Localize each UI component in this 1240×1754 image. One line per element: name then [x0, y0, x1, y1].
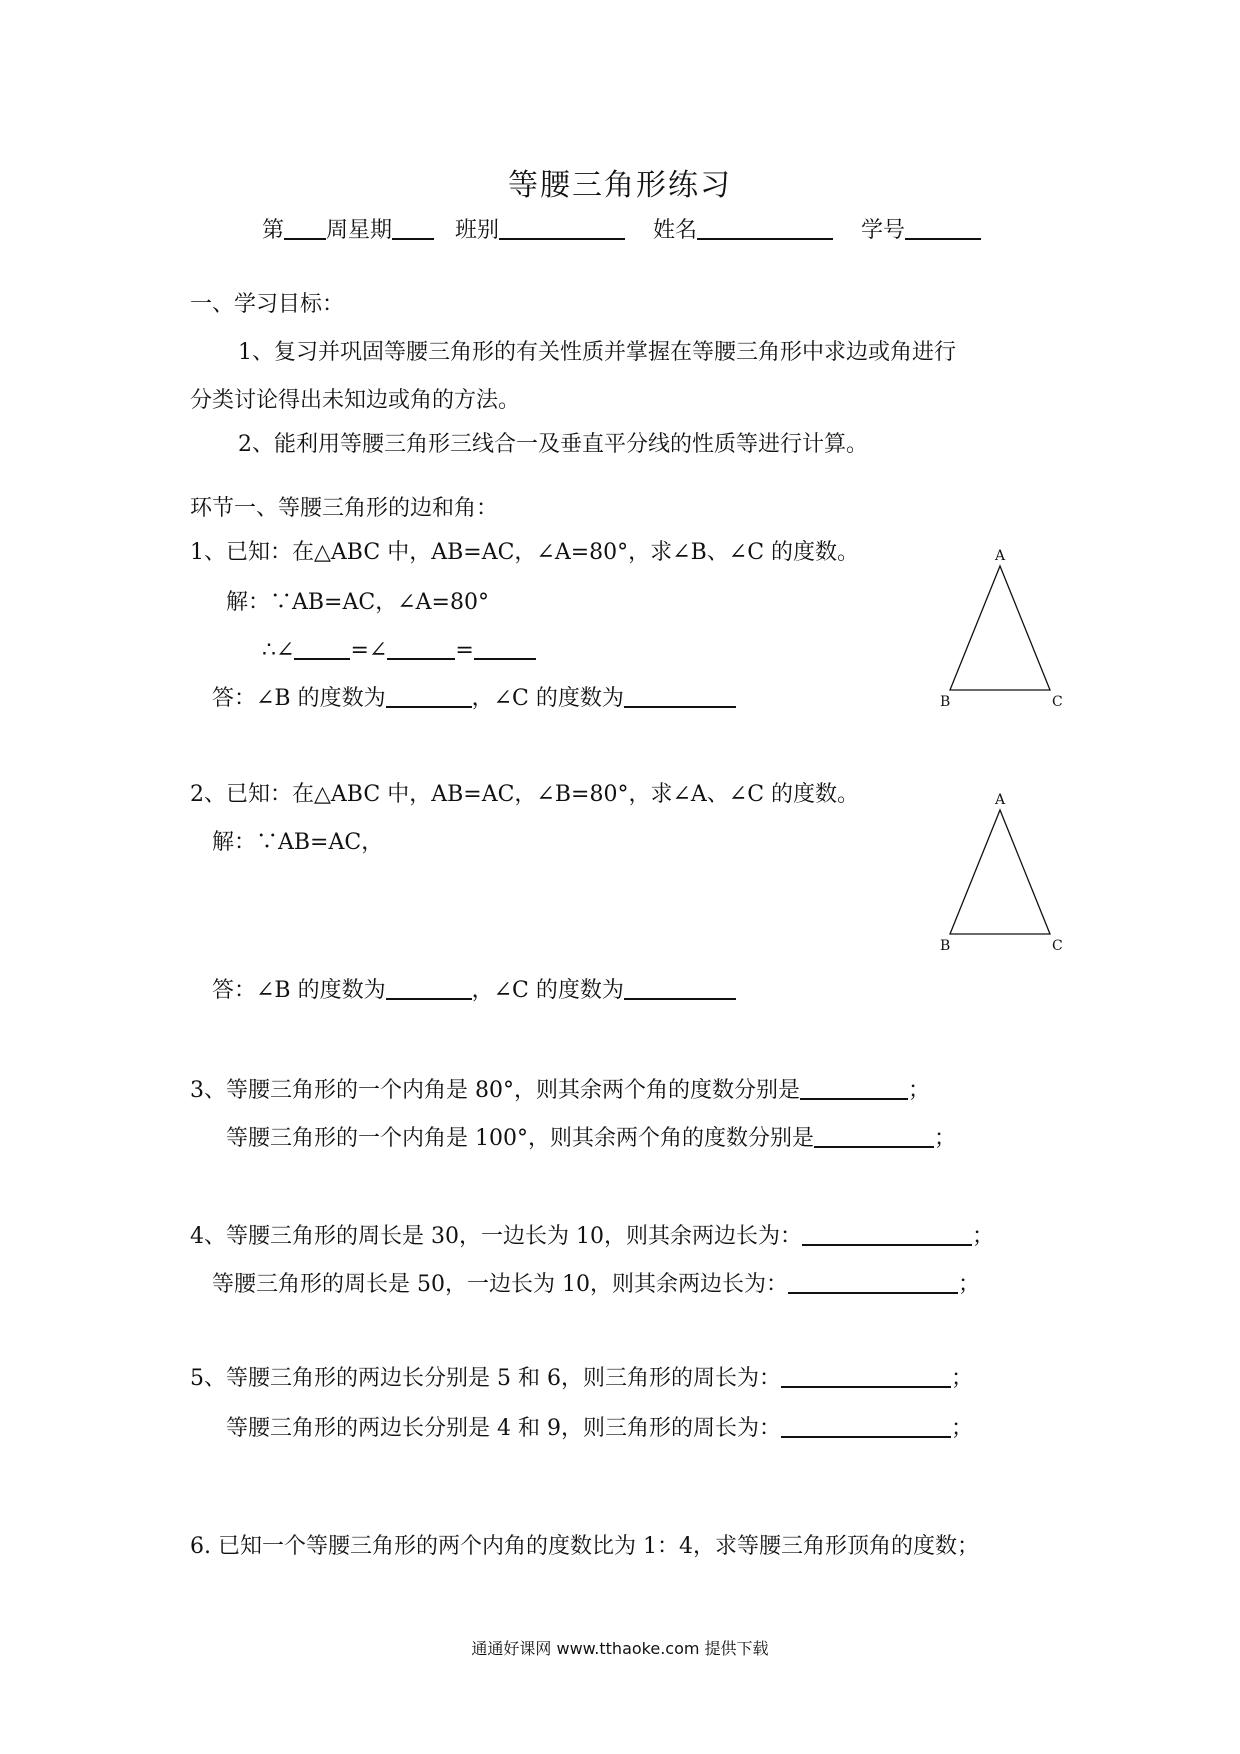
q1-answer-mid: ，∠C 的度数为 [471, 686, 624, 711]
q1-therefore-line [262, 636, 536, 666]
q1-angle-c-blank[interactable] [624, 684, 736, 708]
q5-blank-2[interactable] [781, 1414, 951, 1438]
q2-answer-mid: ，∠C 的度数为 [471, 978, 624, 1003]
q5-line-1 [190, 1364, 973, 1394]
q1-triangle-figure [930, 540, 1070, 710]
q5-line-2 [226, 1414, 973, 1444]
q2-answer-line [212, 976, 736, 1006]
q4-line-2-text: 等腰三角形的周长是 50，一边长为 10，则其余两边长为： [212, 1272, 788, 1297]
q2-angle-b-blank[interactable] [386, 976, 472, 1000]
q3-line-2-end: ； [934, 1126, 957, 1151]
q2-triangle [950, 810, 1050, 934]
name-label: 姓名 [653, 218, 698, 243]
q4-line-1-text: 4、等腰三角形的周长是 30，一边长为 10，则其余两边长为： [190, 1224, 802, 1249]
q1-answer-prefix: 答：∠B 的度数为 [212, 686, 386, 711]
q3-blank-1[interactable] [800, 1076, 908, 1100]
q4-line-2-end: ； [957, 1272, 980, 1297]
q4-line-2 [212, 1270, 980, 1300]
q3-line-2-text: 等腰三角形的一个内角是 100°，则其余两个角的度数分别是 [226, 1126, 814, 1151]
q2-vertex-a-label: A [995, 792, 1006, 808]
page-footer: 通通好课网 www.tthaoke.com 提供下载 [471, 1639, 769, 1658]
q2-question: 2、已知：在△ABC 中，AB=AC，∠B=80°，求∠A、∠C 的度数。 [190, 782, 860, 807]
class-blank[interactable] [499, 216, 625, 240]
q3-line-2 [226, 1124, 956, 1154]
q1-angle-blank-1[interactable] [294, 636, 350, 660]
class-label: 班别 [455, 218, 500, 243]
week-blank[interactable] [284, 216, 326, 240]
q3-line-1-text: 3、等腰三角形的一个内角是 80°，则其余两个角的度数分别是 [190, 1078, 800, 1103]
weekday-blank[interactable] [392, 216, 434, 240]
name-blank[interactable] [697, 216, 833, 240]
page-title: 等腰三角形练习 [508, 168, 732, 203]
q4-line-1 [190, 1222, 994, 1252]
objective-2: 2、能利用等腰三角形三线合一及垂直平分线的性质等进行计算。 [238, 432, 868, 457]
q2-triangle-figure [930, 784, 1070, 954]
q1-angle-b-blank[interactable] [386, 684, 472, 708]
q2-vertex-b-label: B [940, 938, 951, 954]
q1-question: 1、已知：在△ABC 中，AB=AC，∠A=80°，求∠B、∠C 的度数。 [190, 540, 860, 565]
q4-blank-2[interactable] [788, 1270, 958, 1294]
q1-therefore: ∴∠ [262, 638, 295, 663]
q1-answer-line [212, 684, 736, 714]
q1-vertex-a-label: A [995, 548, 1006, 564]
q1-vertex-c-label: C [1052, 694, 1063, 710]
weekday-label: 周星期 [326, 218, 393, 243]
q1-vertex-b-label: B [940, 694, 951, 710]
q2-vertex-c-label: C [1052, 938, 1063, 954]
q1-angle-blank-2[interactable] [387, 636, 455, 660]
q1-solution-line-1: 解：∵AB=AC，∠A=80° [226, 590, 489, 615]
q5-line-2-text: 等腰三角形的两边长分别是 4 和 9，则三角形的周长为： [226, 1416, 781, 1441]
q1-eq-angle: =∠ [350, 638, 388, 663]
q6-question: 6. 已知一个等腰三角形的两个内角的度数比为 1：4，求等腰三角形顶角的度数； [190, 1534, 979, 1559]
week-prefix-label: 第 [262, 218, 285, 243]
q1-eq: = [455, 638, 474, 663]
student-no-label: 学号 [861, 218, 906, 243]
header-fields [262, 216, 981, 246]
q4-line-1-end: ； [971, 1224, 994, 1249]
q5-line-1-text: 5、等腰三角形的两边长分别是 5 和 6，则三角形的周长为： [190, 1366, 781, 1391]
q3-line-1-end: ； [908, 1078, 931, 1103]
objectives-heading: 一、学习目标： [190, 292, 345, 317]
q3-blank-2[interactable] [814, 1124, 934, 1148]
q1-value-blank[interactable] [474, 636, 536, 660]
objective-1-line-1: 1、复习并巩固等腰三角形的有关性质并掌握在等腰三角形中求边或角进行 [238, 340, 956, 365]
q5-line-2-end: ； [950, 1416, 973, 1441]
q4-blank-1[interactable] [802, 1222, 972, 1246]
q2-answer-prefix: 答：∠B 的度数为 [212, 978, 386, 1003]
q5-line-1-end: ； [950, 1366, 973, 1391]
q2-solution-line-1: 解：∵AB=AC， [212, 830, 384, 855]
q2-angle-c-blank[interactable] [624, 976, 736, 1000]
q1-triangle [950, 566, 1050, 690]
q5-blank-1[interactable] [781, 1364, 951, 1388]
student-no-blank[interactable] [905, 216, 981, 240]
objective-1-line-2: 分类讨论得出未知边或角的方法。 [190, 388, 521, 413]
section-1-heading: 环节一、等腰三角形的边和角： [190, 496, 499, 521]
q3-line-1 [190, 1076, 930, 1106]
